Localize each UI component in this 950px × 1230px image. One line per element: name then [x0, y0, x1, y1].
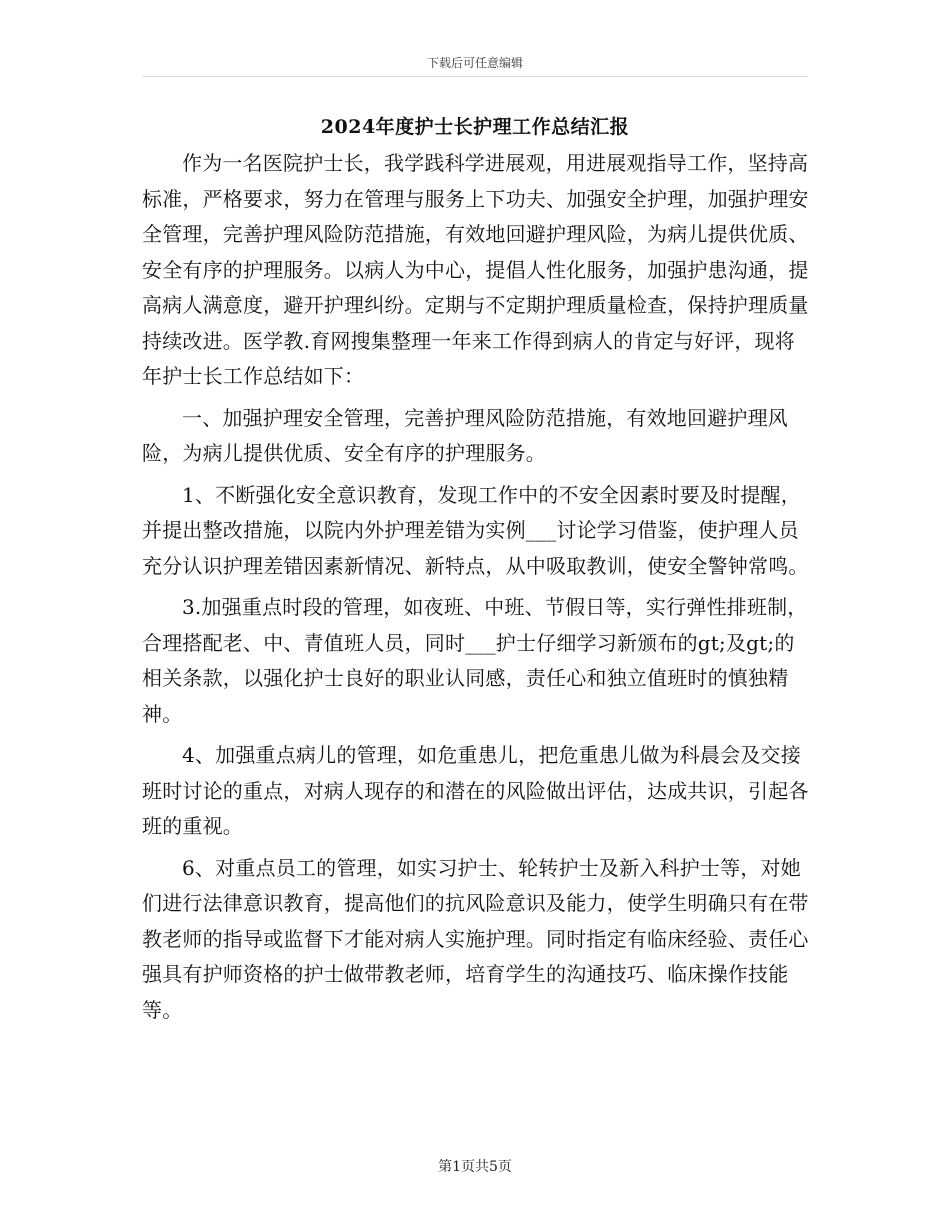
paragraph-item-3: 3.加强重点时段的管理，如夜班、中班、节假日等，实行弹性排班制，合理搭配老、中、青值班人员，同时___护士仔细学习新颁布的gt;及gt;的相关条款，以强化护士良好的职业认同感，责任心和独立值班时的慎独精神。: [142, 595, 808, 726]
header-divider: [142, 76, 808, 77]
paragraph-intro: 作为一名医院护士长，我学践科学进展观，用进展观指导工作，坚持高标准，严格要求，努力在管理与服务上下功夫、加强安全护理，加强护理安全管理，完善护理风险防范措施，有效地回避护理风险，为病儿提供优质、安全有序的护理服务。以病人为中心，提倡人性化服务，加强护患沟通，提高病人满意度，避开护理纠纷。定期与不定期护理质量检查，保持护理质量持续改进。医学教.育网搜集整理一年来工作得到病人的肯定与好评，现将年护士长工作总结如下：: [142, 151, 809, 388]
paragraph-item-6: 6、对重点员工的管理，如实习护士、轮转护士及新入科护士等，对她们进行法律意识教育，提高他们的抗风险意识及能力，使学生明确只有在带教老师的指导或监督下才能对病人实施护理。同时指定有临床经验、责任心强具有护师资格的护士做带教老师，培育学生的沟通技巧、临床操作技能等。: [142, 855, 809, 1022]
page-number: 第1页共5页: [438, 1159, 512, 1175]
page-header: 下载后可任意编辑: [426, 56, 523, 70]
document-title: 2024年度护士长护理工作总结汇报: [320, 116, 630, 138]
paragraph-item-1: 1、不断强化安全意识教育，发现工作中的不安全因素时要及时提醒，并提出整改措施，以院内外护理差错为实例___讨论学习借鉴，使护理人员充分认识护理差错因素新情况、新特点，从中吸取教训，使安全警钟常鸣。: [142, 482, 809, 578]
paragraph-section-1: 一、加强护理安全管理，完善护理风险防范措施，有效地回避护理风险，为病儿提供优质、安全有序的护理服务。: [142, 405, 788, 465]
document-body: [142, 146, 810, 1034]
paragraph-item-4: 4、加强重点病儿的管理，如危重患儿，把危重患儿做为科晨会及交接班时讨论的重点，对病人现存的和潜在的风险做出评估，达成共识，引起各班的重视。: [142, 743, 809, 838]
